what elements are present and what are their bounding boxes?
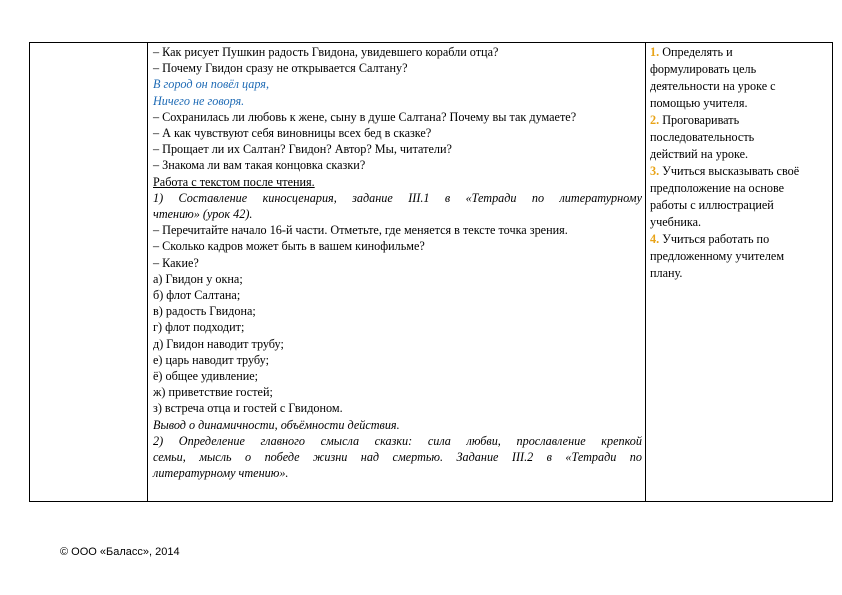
lesson-line: чтению» (урок 42). <box>153 207 253 222</box>
goal-text: Учиться работать по <box>662 232 770 246</box>
lesson-line: г) флот подходит; <box>153 320 245 335</box>
goal-number: 4. <box>650 232 660 246</box>
goal-line <box>650 197 830 214</box>
lesson-line: 1) Составление киносценария, задание III.1 в «Тетради по литературному <box>153 190 642 205</box>
lesson-line: – А как чувствуют себя виновницы всех бед в сказке? <box>153 126 432 141</box>
lesson-line: – Сколько кадров может быть в вашем кинофильме? <box>153 239 425 254</box>
lesson-line: ё) общее удивление; <box>153 369 259 384</box>
goal-text: работы с иллюстрацией <box>650 198 774 212</box>
lesson-line: – Как рисует Пушкин радость Гвидона, увидевшего корабли отца? <box>153 45 499 59</box>
goal-line <box>650 112 830 129</box>
goal-line <box>650 163 830 180</box>
lesson-line: семьи, мысль о победе жизни над смертью. Задание III.2 в «Тетради по <box>153 450 642 465</box>
goal-number: 1. <box>650 45 660 59</box>
goal-line <box>650 78 830 95</box>
lesson-line: – Почему Гвидон сразу не открывается Салтану? <box>153 61 408 76</box>
goal-line <box>650 214 830 231</box>
lesson-content-cell <box>148 43 646 502</box>
goal-line <box>650 44 830 61</box>
lesson-line: 2) Определение главного смысла сказки: сила любви, прославление крепкой <box>153 433 642 448</box>
empty-stage-cell <box>30 43 148 502</box>
goal-number: 3. <box>650 164 660 178</box>
lesson-line: Ничего не говоря. <box>153 93 245 108</box>
goal-text: Определять и <box>662 45 733 59</box>
lesson-line: Работа с текстом после чтения. <box>153 174 315 189</box>
goal-number: 2. <box>650 113 660 127</box>
goal-line <box>650 265 830 282</box>
goal-text: предположение на основе <box>650 181 785 195</box>
goal-line <box>650 95 830 112</box>
lesson-line: – Прощает ли их Салтан? Гвидон? Автор? Мы, читатели? <box>153 142 452 157</box>
goal-line <box>650 231 830 248</box>
goal-text: учебника. <box>650 215 702 229</box>
lesson-line: – Сохранилась ли любовь к жене, сыну в душе Салтана? Почему вы так думаете? <box>153 109 577 124</box>
lesson-line: е) царь наводит трубу; <box>153 352 269 367</box>
goal-text: последовательность <box>650 130 755 144</box>
goal-text: деятельности на уроке с <box>650 79 776 93</box>
goal-line <box>650 248 830 265</box>
goal-line <box>650 129 830 146</box>
lesson-line: – Знакома ли вам такая концовка сказки? <box>153 158 366 173</box>
lesson-line: а) Гвидон у окна; <box>153 271 243 286</box>
goal-text: плану. <box>650 266 683 280</box>
goals-cell <box>646 43 833 502</box>
goal-text: действий на уроке. <box>650 147 749 161</box>
goal-line <box>650 180 830 197</box>
lesson-line: ж) приветствие гостей; <box>153 385 273 400</box>
goal-text: предложенному учителем <box>650 249 785 263</box>
lesson-line: з) встреча отца и гостей с Гвидоном. <box>153 401 343 416</box>
copyright-footer: © ООО «Баласс», 2014 <box>60 546 180 558</box>
goal-text: Проговаривать <box>662 113 740 127</box>
lesson-line: Вывод о динамичности, объёмности действия. <box>153 417 400 432</box>
goal-text: помощью учителя. <box>650 96 748 110</box>
lesson-line: в) радость Гвидона; <box>153 304 256 319</box>
lesson-line: б) флот Салтана; <box>153 288 241 303</box>
goal-line <box>650 61 830 78</box>
goal-text: формулировать цель <box>650 62 757 76</box>
lesson-line: – Перечитайте начало 16-й части. Отметьте, где меняется в тексте точка зрения. <box>153 223 568 238</box>
goal-line <box>650 146 830 163</box>
goal-text: Учиться высказывать своё <box>662 164 800 178</box>
lesson-table <box>29 42 833 502</box>
lesson-line: В город он повёл царя, <box>153 77 269 92</box>
lesson-line: – Какие? <box>153 255 199 270</box>
lesson-line: литературному чтению». <box>153 466 289 481</box>
lesson-line: д) Гвидон наводит трубу; <box>153 336 284 351</box>
table-row <box>30 43 833 502</box>
